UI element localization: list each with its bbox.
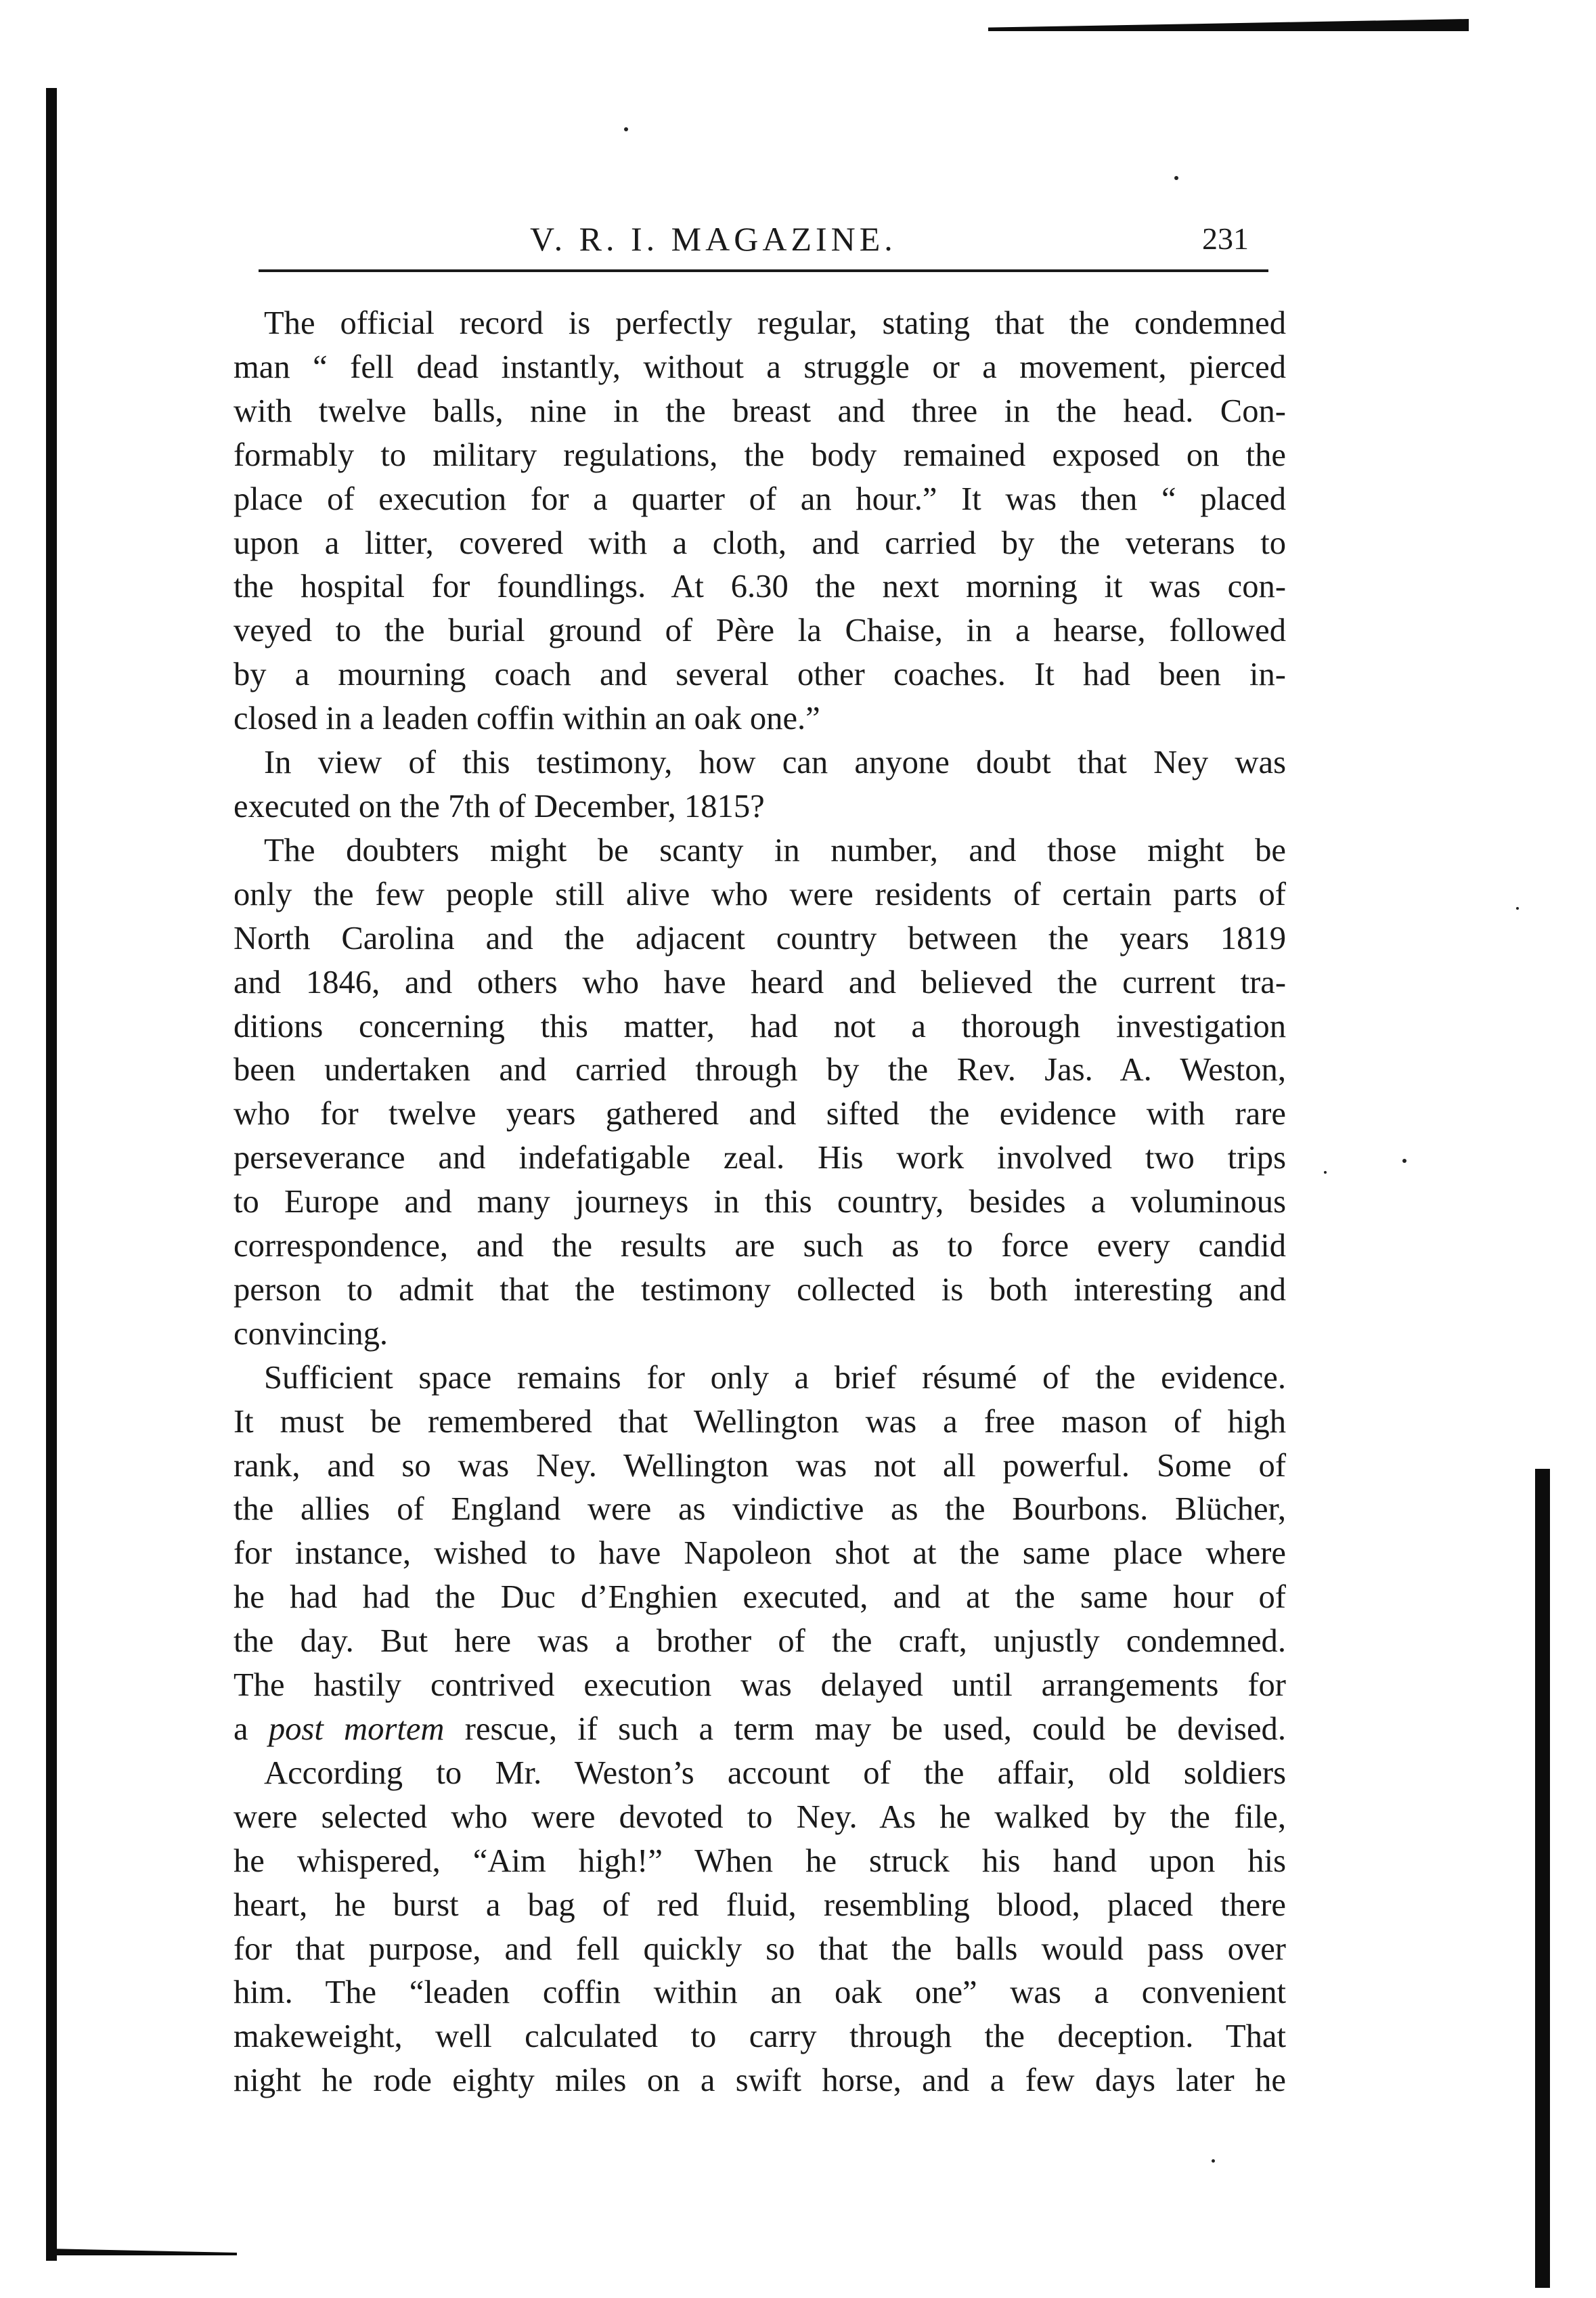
text-line: him. The “leaden coffin within an oak one” was a convenient (234, 1974, 1286, 2011)
paragraph (234, 1356, 1286, 1751)
text-line: been undertaken and carried through by the Rev. Jas. A. Weston, (234, 1051, 1286, 1088)
text-line: night he rode eighty miles on a swift horse, and a few days later he (234, 2062, 1286, 2099)
text-line: correspondence, and the results are such as to force every candid (234, 1227, 1286, 1264)
text-line: the day. But here was a brother of the craft, unjustly condemned. (234, 1622, 1286, 1660)
article-body (234, 301, 1286, 2102)
text-line: North Carolina and the adjacent country between the years 1819 (234, 919, 1286, 956)
text-line: The hastily contrived execution was delayed until arrangements for (234, 1666, 1286, 1704)
text-line: only the few people still alive who were residents of certain parts of (234, 875, 1286, 912)
text-line: It must be remembered that Wellington was a free mason of high (234, 1402, 1286, 1440)
header-rule (259, 269, 1268, 272)
text-line: with twelve balls, nine in the breast and three in the head. Con- (234, 392, 1286, 429)
paragraph (234, 1751, 1286, 2102)
text-line: Sufficient space remains for only a brief résumé of the evidence. (264, 1358, 1286, 1396)
scan-speck (1324, 1171, 1327, 1174)
text-line: heart, he burst a bag of red fluid, resembling blood, placed there (234, 1886, 1286, 1923)
text-line: upon a litter, covered with a cloth, and carried by the veterans to (234, 524, 1286, 561)
text-line-with-italic (234, 1707, 1286, 1751)
scan-edge-bottom-left (47, 2249, 237, 2255)
scan-edge-right (1535, 1469, 1550, 2288)
text-line: were selected who were devoted to Ney. As he walked by the file, (234, 1798, 1286, 1835)
text-line: The official record is perfectly regular, stating that the condemned (264, 305, 1286, 341)
text-line: he whispered, “Aim high!” When he struck his hand upon his (234, 1842, 1286, 1879)
text-line: executed on the 7th of December, 1815? (234, 787, 765, 824)
text-line: who for twelve years gathered and sifted the evidence with rare (234, 1095, 1286, 1132)
text-line: In view of this testimony, how can anyone doubt that Ney was (264, 744, 1286, 781)
paragraph (234, 828, 1286, 1356)
text-line: perseverance and indefatigable zeal. His work involved two trips (234, 1139, 1286, 1176)
text-line: The doubters might be scanty in number, and those might be (264, 831, 1286, 868)
italic-phrase: post mortem (268, 1710, 445, 1747)
text-line: for instance, wished to have Napoleon shot at the same place where (234, 1534, 1286, 1572)
text-line: person to admit that the testimony collected is both interesting and (234, 1270, 1286, 1308)
text-line: by a mourning coach and several other coaches. It had been in- (234, 656, 1286, 693)
scan-speck (1402, 1159, 1406, 1163)
text-line: formably to military regulations, the body remained exposed on the (234, 436, 1286, 473)
text-line: makeweight, well calculated to carry through the deception. That (234, 2018, 1286, 2055)
text-line: ditions concerning this matter, had not a thorough investigation (234, 1007, 1286, 1044)
page-number: 231 (1202, 221, 1249, 256)
magazine-title: V. R. I. MAGAZINE. (530, 220, 897, 258)
text-fragment: rescue, if such a term may be used, could be devised. (444, 1710, 1286, 1747)
text-line: to Europe and many journeys in this country, besides a voluminous (234, 1183, 1286, 1220)
text-line: veyed to the burial ground of Père la Chaise, in a hearse, followed (234, 612, 1286, 649)
paragraph (234, 741, 1286, 828)
text-line: rank, and so was Ney. Wellington was not all powerful. Some of (234, 1446, 1286, 1484)
scan-speck (1212, 2159, 1215, 2163)
text-line: the allies of England were as vindictive as the Bourbons. Blücher, (234, 1490, 1286, 1528)
scan-speck (624, 127, 628, 131)
text-line: and 1846, and others who have heard and believed the current tra- (234, 963, 1286, 1000)
text-line: the hospital for foundlings. At 6.30 the next morning it was con- (234, 568, 1286, 605)
text-line: man “ fell dead instantly, without a struggle or a movement, pierced (234, 348, 1286, 385)
text-line: he had had the Duc d’Enghien executed, and at the same hour of (234, 1578, 1286, 1616)
text-line: place of execution for a quarter of an hour.” It was then “ placed (234, 480, 1286, 517)
text-line: convincing. (234, 1314, 389, 1352)
scan-speck (1174, 176, 1178, 180)
scan-edge-top (988, 19, 1469, 31)
paragraph (234, 301, 1286, 741)
scan-edge-left (46, 88, 57, 2261)
text-line: closed in a leaden coffin within an oak one.” (234, 700, 820, 737)
text-line: for that purpose, and fell quickly so that the balls would pass over (234, 1930, 1286, 1967)
text-line: According to Mr. Weston’s account of the affair, old soldiers (264, 1754, 1286, 1791)
running-header (234, 215, 1262, 263)
scan-speck (1516, 907, 1519, 910)
text-fragment: a (234, 1710, 269, 1747)
